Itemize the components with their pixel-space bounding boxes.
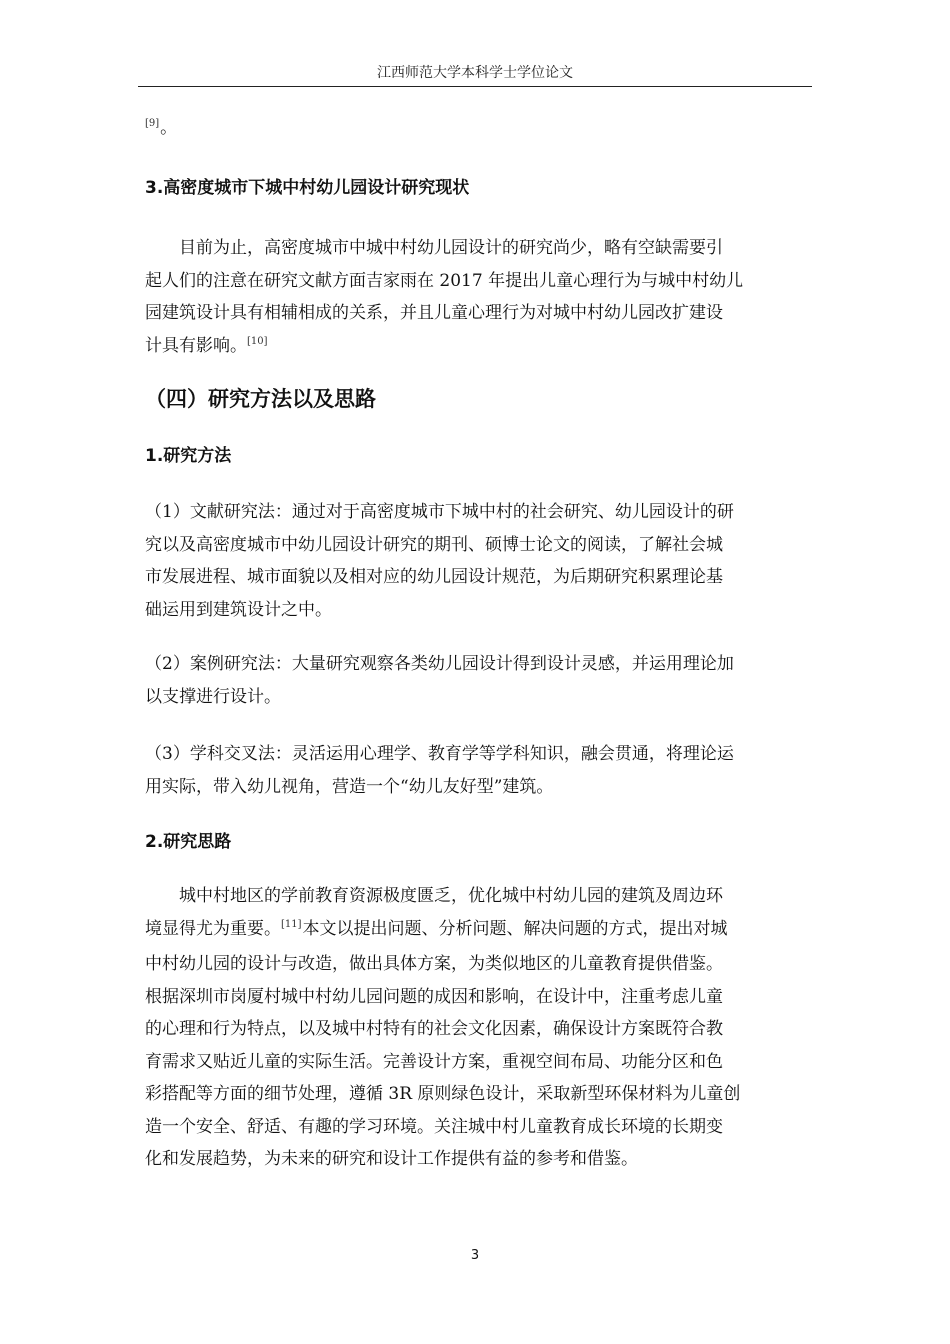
- approach-paragraph: [145, 880, 805, 1176]
- previous-paragraph-text: 。: [160, 118, 178, 138]
- paragraph-line: 础运用到建筑设计之中。: [145, 599, 332, 620]
- methods-heading: 1.研究方法: [145, 446, 232, 466]
- method-case-paragraph: [145, 648, 805, 713]
- paragraph-text: 本文以提出问题、分析问题、解决问题的方式，提出对城: [302, 918, 728, 939]
- approach-heading: 2.研究思路: [145, 832, 232, 852]
- paragraph-line: 起人们的注意在研究文献方面吉家雨在 2017 年提出儿童心理行为与城中村幼儿: [145, 270, 744, 291]
- paragraph-line: 化和发展趋势，为未来的研究和设计工作提供有益的参考和借鉴。: [145, 1149, 638, 1169]
- section-3-heading: 3.高密度城市下城中村幼儿园设计研究现状: [145, 178, 470, 198]
- paragraph-line: 用实际，带入幼儿视角，营造一个“幼儿友好型”建筑。: [145, 776, 554, 797]
- paragraph-line: 城中村地区的学前教育资源极度匮乏，优化城中村幼儿园的建筑及周边环: [179, 886, 723, 906]
- paragraph-line-last: [145, 330, 805, 366]
- method-interdisciplinary-paragraph: [145, 738, 805, 803]
- page-number: 3: [470, 1248, 480, 1263]
- citation-ref: [10]: [247, 335, 268, 347]
- paragraph-line: 市发展进程、城市面貌以及相对应的幼儿园设计规范，为后期研究积累理论基: [145, 567, 723, 587]
- paragraph-line: 园建筑设计具有相辅相成的关系，并且儿童心理行为对城中村幼儿园改扩建设: [145, 303, 723, 323]
- paragraph-line: （3）学科交叉法：灵活运用心理学、教育学等学科知识，融会贯通，将理论运: [145, 744, 734, 764]
- paragraph-line: 育需求又贴近儿童的实际生活。完善设计方案，重视空间布局、功能分区和色: [145, 1051, 723, 1072]
- paragraph-line: 彩搭配等方面的细节处理，遵循 3R 原则绿色设计，采取新型环保材料为儿童创: [145, 1084, 741, 1104]
- method-literature-paragraph: [145, 496, 805, 626]
- paragraph-line: 目前为止，高密度城市中城中村幼儿园设计的研究尚少，略有空缺需要引: [179, 238, 723, 258]
- paragraph-line: 造一个安全、舒适、有趣的学习环境。关注城中村儿童教育成长环境的长期变: [145, 1116, 723, 1137]
- paragraph-line: 根据深圳市岗厦村城中村幼儿园问题的成因和影响，在设计中，注重考虑儿童: [145, 986, 723, 1007]
- paragraph-line: 的心理和行为特点，以及城中村特有的社会文化因素，确保设计方案既符合教: [145, 1019, 723, 1039]
- paragraph-text: 计具有影响。: [145, 335, 247, 356]
- citation-ref: [11]: [281, 918, 302, 930]
- paragraph-line: 究以及高密度城市中幼儿园设计研究的期刊、硕博士论文的阅读，了解社会城: [145, 534, 723, 555]
- paragraph-line: 以支撑进行设计。: [145, 686, 281, 707]
- previous-paragraph-end: [145, 112, 805, 148]
- chapter-4-heading: （四）研究方法以及思路: [145, 387, 376, 411]
- paragraph-text: 境显得尤为重要。: [145, 918, 281, 939]
- paragraph-line-with-ref: [145, 913, 805, 949]
- paragraph-line: （2）案例研究法：大量研究观察各类幼儿园设计得到设计灵感，并运用理论加: [145, 654, 734, 674]
- section-3-paragraph: [145, 232, 805, 365]
- page-header-title: 江西师范大学本科学士学位论文: [377, 65, 573, 81]
- citation-ref: [9]: [145, 118, 160, 129]
- header-divider: [138, 86, 812, 87]
- paragraph-line: 中村幼儿园的设计与改造，做出具体方案，为类似地区的儿童教育提供借鉴。: [145, 954, 723, 974]
- paragraph-line: （1）文献研究法：通过对于高密度城市下城中村的社会研究、幼儿园设计的研: [145, 502, 734, 522]
